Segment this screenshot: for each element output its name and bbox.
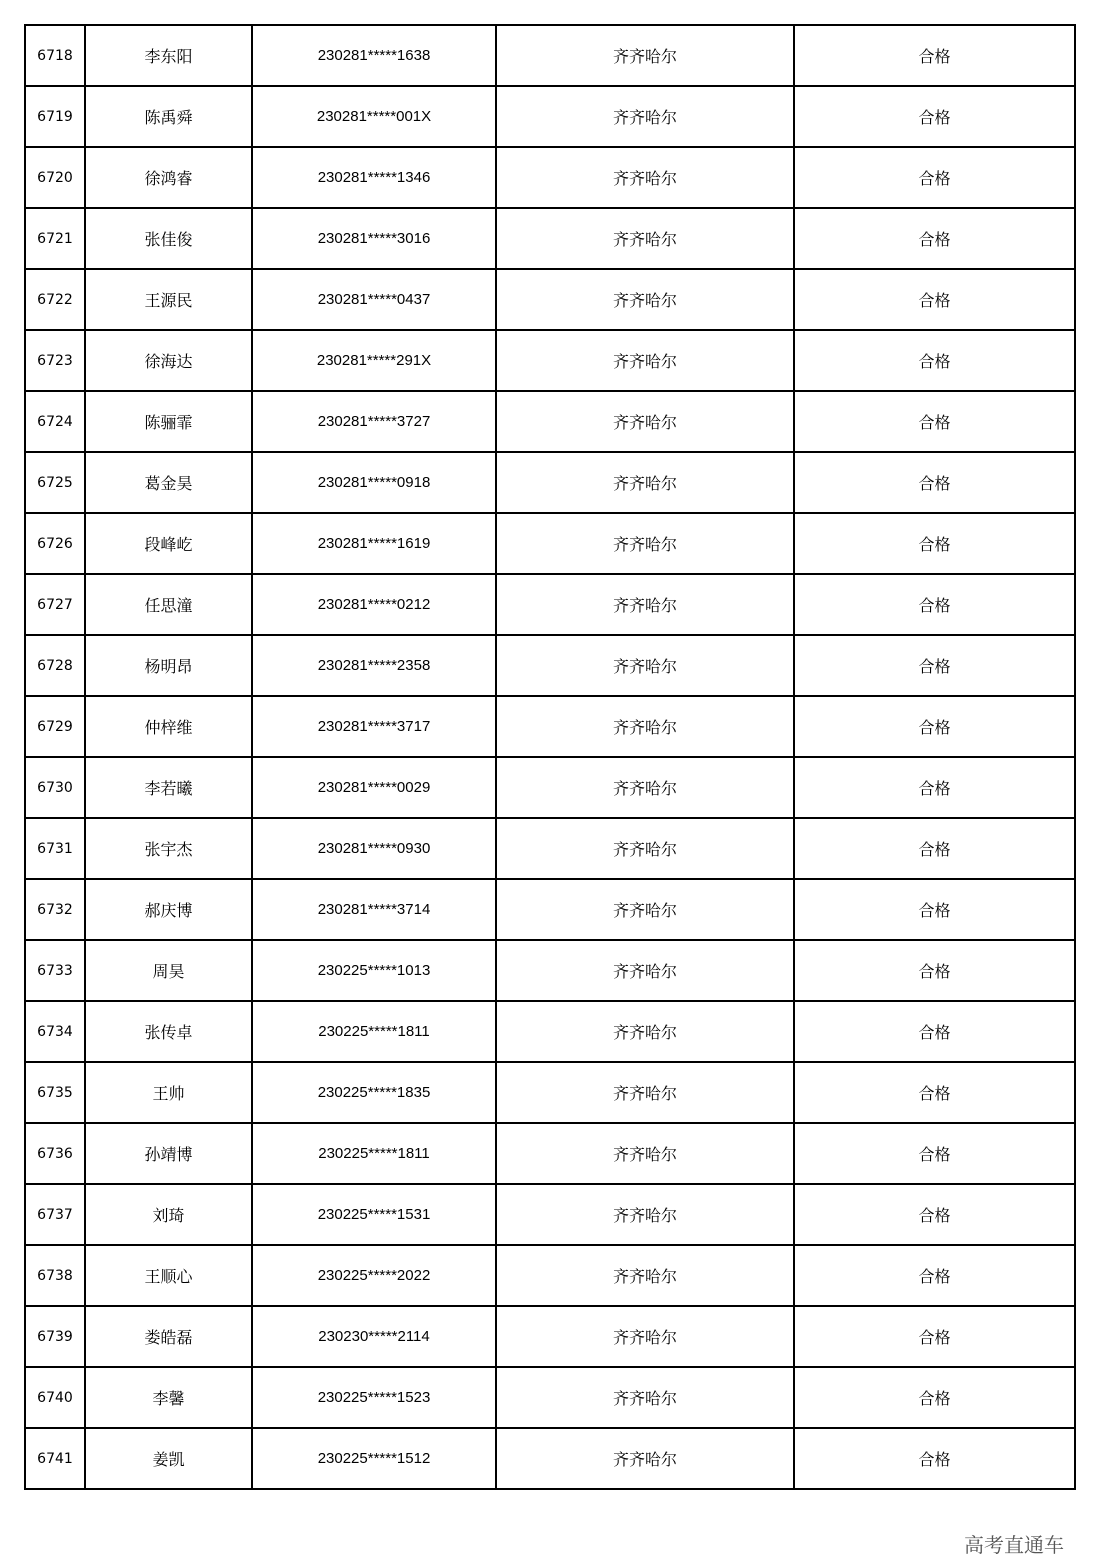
cell-city: 齐齐哈尔: [496, 208, 794, 269]
cell-id-number: 230281*****1619: [252, 513, 496, 574]
cell-id-number: 230225*****1512: [252, 1428, 496, 1489]
cell-number: 6733: [25, 940, 85, 1001]
cell-result: 合格: [794, 330, 1075, 391]
cell-number: 6730: [25, 757, 85, 818]
cell-number: 6728: [25, 635, 85, 696]
cell-result: 合格: [794, 452, 1075, 513]
cell-number: 6731: [25, 818, 85, 879]
cell-number: 6735: [25, 1062, 85, 1123]
cell-name: 陈禹舜: [85, 86, 252, 147]
cell-id-number: 230281*****1346: [252, 147, 496, 208]
cell-result: 合格: [794, 574, 1075, 635]
cell-name: 孙靖博: [85, 1123, 252, 1184]
table-row: [25, 208, 1075, 269]
cell-id-number: 230281*****2358: [252, 635, 496, 696]
cell-number: 6722: [25, 269, 85, 330]
cell-name: 段峰屹: [85, 513, 252, 574]
cell-name: 李东阳: [85, 25, 252, 86]
cell-city: 齐齐哈尔: [496, 86, 794, 147]
cell-number: 6725: [25, 452, 85, 513]
cell-city: 齐齐哈尔: [496, 757, 794, 818]
results-table: [24, 24, 1076, 1490]
cell-id-number: 230281*****3717: [252, 696, 496, 757]
cell-result: 合格: [794, 1062, 1075, 1123]
table-row: [25, 574, 1075, 635]
cell-city: 齐齐哈尔: [496, 513, 794, 574]
cell-result: 合格: [794, 208, 1075, 269]
cell-number: 6739: [25, 1306, 85, 1367]
cell-result: 合格: [794, 391, 1075, 452]
cell-id-number: 230225*****1835: [252, 1062, 496, 1123]
cell-number: 6737: [25, 1184, 85, 1245]
cell-result: 合格: [794, 25, 1075, 86]
cell-id-number: 230225*****1811: [252, 1001, 496, 1062]
cell-id-number: 230281*****001X: [252, 86, 496, 147]
cell-id-number: 230281*****3016: [252, 208, 496, 269]
cell-id-number: 230225*****2022: [252, 1245, 496, 1306]
cell-number: 6727: [25, 574, 85, 635]
table-row: [25, 818, 1075, 879]
cell-city: 齐齐哈尔: [496, 1062, 794, 1123]
cell-id-number: 230281*****0212: [252, 574, 496, 635]
cell-result: 合格: [794, 147, 1075, 208]
cell-number: 6718: [25, 25, 85, 86]
cell-result: 合格: [794, 1001, 1075, 1062]
cell-result: 合格: [794, 1306, 1075, 1367]
cell-result: 合格: [794, 1245, 1075, 1306]
cell-id-number: 230281*****1638: [252, 25, 496, 86]
cell-city: 齐齐哈尔: [496, 1367, 794, 1428]
cell-name: 徐海达: [85, 330, 252, 391]
cell-id-number: 230225*****1531: [252, 1184, 496, 1245]
cell-city: 齐齐哈尔: [496, 330, 794, 391]
cell-name: 徐鸿睿: [85, 147, 252, 208]
table-row: [25, 1367, 1075, 1428]
table-row: [25, 1001, 1075, 1062]
cell-number: 6738: [25, 1245, 85, 1306]
cell-id-number: 230230*****2114: [252, 1306, 496, 1367]
table-row: [25, 1062, 1075, 1123]
cell-result: 合格: [794, 757, 1075, 818]
cell-result: 合格: [794, 86, 1075, 147]
table-row: [25, 757, 1075, 818]
cell-id-number: 230281*****3727: [252, 391, 496, 452]
table-row: [25, 635, 1075, 696]
table-row: [25, 696, 1075, 757]
cell-number: 6720: [25, 147, 85, 208]
table-row: [25, 147, 1075, 208]
cell-city: 齐齐哈尔: [496, 391, 794, 452]
cell-city: 齐齐哈尔: [496, 1184, 794, 1245]
cell-city: 齐齐哈尔: [496, 574, 794, 635]
cell-result: 合格: [794, 1367, 1075, 1428]
cell-city: 齐齐哈尔: [496, 269, 794, 330]
cell-city: 齐齐哈尔: [496, 879, 794, 940]
cell-name: 张佳俊: [85, 208, 252, 269]
cell-name: 葛金昊: [85, 452, 252, 513]
cell-name: 杨明昂: [85, 635, 252, 696]
cell-number: 6734: [25, 1001, 85, 1062]
cell-number: 6724: [25, 391, 85, 452]
cell-id-number: 230281*****3714: [252, 879, 496, 940]
table-row: [25, 1184, 1075, 1245]
cell-name: 王源民: [85, 269, 252, 330]
cell-name: 任思潼: [85, 574, 252, 635]
cell-result: 合格: [794, 1123, 1075, 1184]
cell-name: 李若曦: [85, 757, 252, 818]
cell-city: 齐齐哈尔: [496, 1428, 794, 1489]
cell-result: 合格: [794, 818, 1075, 879]
cell-name: 娄皓磊: [85, 1306, 252, 1367]
cell-number: 6740: [25, 1367, 85, 1428]
cell-city: 齐齐哈尔: [496, 696, 794, 757]
table-row: [25, 452, 1075, 513]
cell-city: 齐齐哈尔: [496, 1123, 794, 1184]
cell-city: 齐齐哈尔: [496, 147, 794, 208]
cell-number: 6723: [25, 330, 85, 391]
cell-city: 齐齐哈尔: [496, 452, 794, 513]
cell-name: 仲梓维: [85, 696, 252, 757]
table-row: [25, 1245, 1075, 1306]
cell-name: 王顺心: [85, 1245, 252, 1306]
table-row: [25, 1428, 1075, 1489]
cell-id-number: 230225*****1811: [252, 1123, 496, 1184]
cell-id-number: 230281*****0029: [252, 757, 496, 818]
cell-id-number: 230281*****291X: [252, 330, 496, 391]
cell-city: 齐齐哈尔: [496, 940, 794, 1001]
table-row: [25, 513, 1075, 574]
cell-name: 周昊: [85, 940, 252, 1001]
cell-result: 合格: [794, 1184, 1075, 1245]
watermark-text: 高考直通车: [964, 1533, 1064, 1557]
cell-number: 6741: [25, 1428, 85, 1489]
cell-city: 齐齐哈尔: [496, 1245, 794, 1306]
cell-name: 李馨: [85, 1367, 252, 1428]
cell-number: 6736: [25, 1123, 85, 1184]
cell-id-number: 230281*****0437: [252, 269, 496, 330]
cell-id-number: 230225*****1523: [252, 1367, 496, 1428]
cell-name: 张传卓: [85, 1001, 252, 1062]
cell-city: 齐齐哈尔: [496, 1001, 794, 1062]
table-row: [25, 269, 1075, 330]
cell-name: 姜凯: [85, 1428, 252, 1489]
table-row: [25, 330, 1075, 391]
table-row: [25, 879, 1075, 940]
cell-result: 合格: [794, 513, 1075, 574]
cell-name: 郝庆博: [85, 879, 252, 940]
table-row: [25, 391, 1075, 452]
table-row: [25, 25, 1075, 86]
cell-result: 合格: [794, 696, 1075, 757]
cell-city: 齐齐哈尔: [496, 25, 794, 86]
cell-city: 齐齐哈尔: [496, 1306, 794, 1367]
table-row: [25, 1123, 1075, 1184]
cell-city: 齐齐哈尔: [496, 635, 794, 696]
results-table-body: [25, 25, 1075, 1489]
cell-name: 陈骊霏: [85, 391, 252, 452]
cell-number: 6729: [25, 696, 85, 757]
cell-id-number: 230281*****0918: [252, 452, 496, 513]
cell-number: 6721: [25, 208, 85, 269]
cell-result: 合格: [794, 269, 1075, 330]
cell-city: 齐齐哈尔: [496, 818, 794, 879]
cell-number: 6732: [25, 879, 85, 940]
table-row: [25, 1306, 1075, 1367]
cell-result: 合格: [794, 635, 1075, 696]
cell-result: 合格: [794, 940, 1075, 1001]
cell-result: 合格: [794, 1428, 1075, 1489]
table-row: [25, 86, 1075, 147]
cell-number: 6719: [25, 86, 85, 147]
cell-id-number: 230281*****0930: [252, 818, 496, 879]
cell-id-number: 230225*****1013: [252, 940, 496, 1001]
cell-name: 刘琦: [85, 1184, 252, 1245]
cell-name: 张宇杰: [85, 818, 252, 879]
cell-name: 王帅: [85, 1062, 252, 1123]
cell-number: 6726: [25, 513, 85, 574]
table-row: [25, 940, 1075, 1001]
cell-result: 合格: [794, 879, 1075, 940]
